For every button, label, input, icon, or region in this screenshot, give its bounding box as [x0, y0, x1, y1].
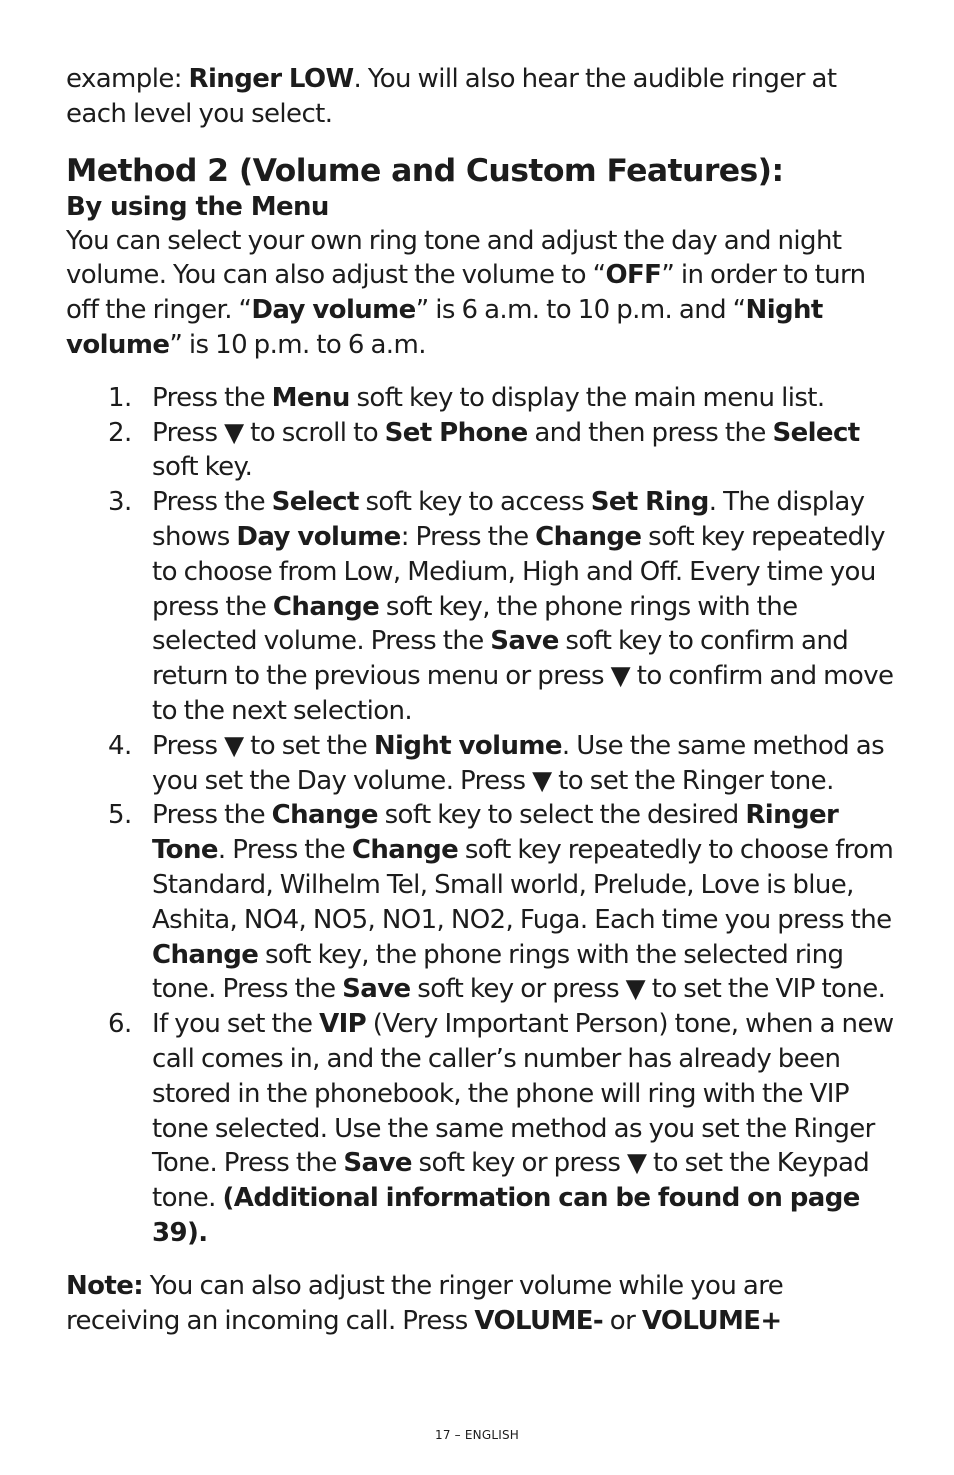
step-bold: Ringer Tone — [152, 800, 839, 866]
step-bold: Set Ring — [590, 487, 709, 518]
intro-text: example: — [66, 64, 189, 94]
step-6 — [66, 1007, 896, 1251]
paragraph-text: You can select your own ring tone and adjust the day and night volume. You can also adjust the volume to “ — [66, 225, 842, 291]
paragraph-text: ” is 10 p.m. to 6 a.m. — [169, 329, 426, 360]
step-number: 6. — [108, 1009, 132, 1040]
step-text: soft key to display the main menu list. — [349, 382, 825, 413]
step-number: 2. — [108, 417, 132, 448]
step-3 — [66, 485, 896, 729]
step-text: soft key repeatedly to choose from Standard, Wilhelm Tel, Small world, Prelude, Love is blue, Ashita, NO4, NO5, NO1, NO2, Fuga. Each time you press the — [152, 835, 894, 935]
paragraph-text: ” is 6 a.m. to 10 p.m. and “ — [415, 295, 746, 326]
step-bold: Select — [772, 417, 860, 448]
step-2 — [66, 416, 896, 486]
step-bold: Save — [490, 626, 559, 657]
step-bold: Night volume — [373, 730, 562, 761]
step-bold: Set Phone — [384, 417, 528, 448]
step-bold: Menu — [271, 382, 350, 413]
step-number: 1. — [108, 382, 132, 413]
step-bold: Change — [152, 939, 259, 970]
note-label: Note: — [66, 1270, 144, 1301]
step-text: Press the — [152, 800, 272, 831]
step-text: Press the — [152, 487, 272, 518]
note-bold: VOLUME+ — [641, 1305, 782, 1336]
step-text: soft key to access — [358, 487, 591, 518]
steps-list — [66, 381, 896, 1251]
step-4 — [66, 729, 896, 799]
page-footer: 17 – ENGLISH — [434, 1428, 520, 1442]
step-text: Press ▼ to scroll to — [152, 417, 385, 448]
page-content — [66, 62, 896, 1338]
intro-paragraph — [66, 62, 896, 132]
step-text: soft key or press ▼ to set the Keypad tone. — [152, 1148, 870, 1214]
step-text: soft key repeatedly to choose from Low, Medium, High and Off. Every time you press the — [152, 521, 885, 622]
step-text: soft key. — [152, 452, 253, 483]
note-text: You can also adjust the ringer volume while you are receiving an incoming call. Press — [66, 1270, 784, 1336]
step-5 — [66, 798, 896, 1007]
step-1 — [66, 381, 896, 416]
step-text: . Use the same method as you set the Day volume. Press ▼ to set the Ringer tone. — [152, 730, 885, 796]
step-bold: Day volume — [236, 521, 401, 552]
paragraph-bold: Day volume — [251, 295, 416, 326]
step-bold: Save — [342, 974, 411, 1005]
step-text: soft key to select the desired — [377, 800, 746, 831]
step-text: If you set the — [152, 1009, 320, 1040]
section-subheading: By using the Menu — [66, 191, 329, 222]
note-text: or — [603, 1305, 642, 1336]
step-bold: Select — [271, 487, 359, 518]
step-text: soft key to confirm and return to the previous menu or press ▼ to confirm and move to the next selection. — [152, 626, 894, 726]
step-bold: Change — [271, 800, 378, 831]
intro-text: . You will also hear the audible ringer at each level you select. — [66, 64, 837, 129]
step-bold: Change — [272, 591, 380, 622]
note-paragraph — [66, 1269, 896, 1339]
step-text: soft key, the phone rings with the selected volume. Press the — [152, 591, 798, 657]
intro-bold: Ringer LOW — [188, 64, 354, 94]
step-text: soft key, the phone rings with the selected ring tone. Press the — [152, 939, 844, 1005]
step-text: . The display shows — [152, 487, 865, 552]
description-paragraph — [66, 224, 896, 363]
step-bold: Save — [343, 1148, 412, 1179]
step-bold: Change — [351, 835, 459, 866]
paragraph-bold: Night volume — [66, 295, 823, 360]
paragraph-text: ” in order to turn off the ringer. “ — [66, 260, 866, 326]
step-text: . Press the — [217, 835, 352, 866]
step-text: soft key or press ▼ to set the VIP tone. — [410, 974, 886, 1005]
paragraph-bold: OFF — [605, 260, 662, 291]
step-number: 3. — [108, 487, 132, 518]
step-text: : Press the — [400, 521, 536, 552]
note-bold: VOLUME- — [474, 1305, 604, 1336]
step-text: Press the — [152, 382, 272, 413]
section-heading: Method 2 (Volume and Custom Features): — [66, 152, 784, 189]
step-text: Press ▼ to set the — [152, 730, 374, 761]
step-text: (Very Important Person) tone, when a new call comes in, and the caller’s number has already been stored in the phonebook, the phone will ring with the VIP tone selected. Use the same method as you set the Ringer Tone. Press the — [152, 1009, 894, 1179]
step-number: 5. — [108, 800, 132, 831]
step-number: 4. — [108, 730, 132, 761]
step-bold: (Additional information can be found on page 39). — [152, 1183, 860, 1248]
step-bold: VIP — [319, 1009, 367, 1040]
step-text: and then press the — [527, 417, 773, 448]
step-bold: Change — [535, 521, 642, 552]
